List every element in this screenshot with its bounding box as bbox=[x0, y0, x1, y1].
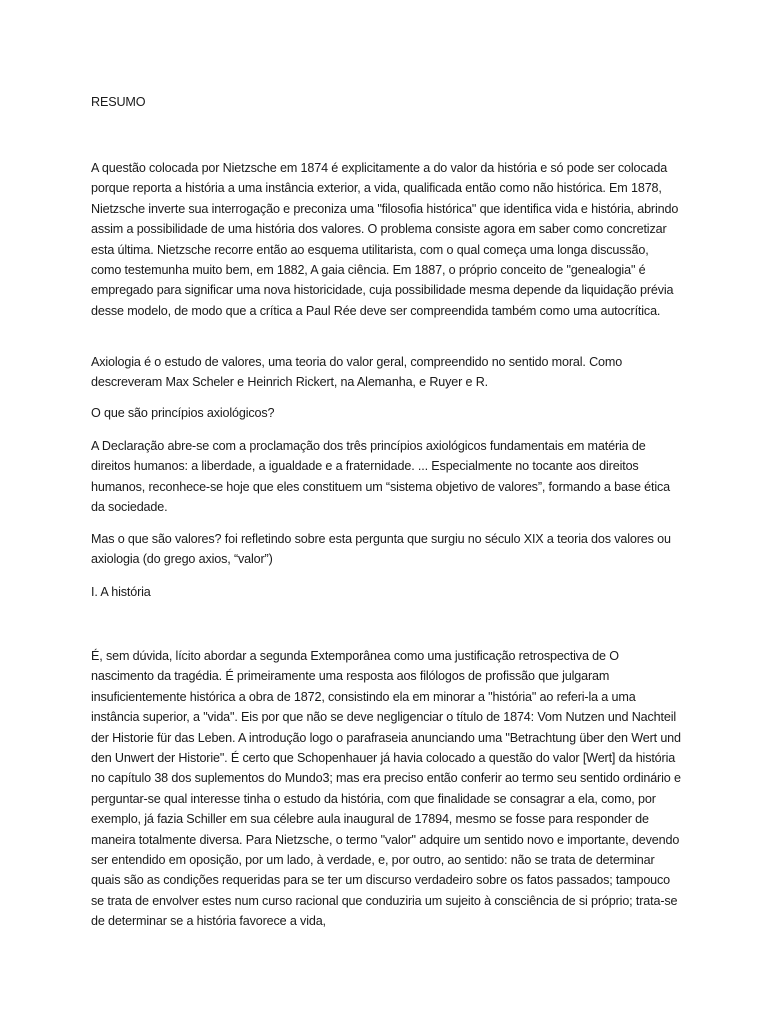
abstract-paragraph: A questão colocada por Nietzsche em 1874 é explicitamente a do valor da história e só pode ser colocada porque reporta a história a uma instância exterior, a vida, qualificada então como não histórica. Em 1878, Nietzsche inverte sua interrogação e preconiza uma "filosofia histórica" que identifica vida e história, abrindo assim a possibilidade de uma história dos valores. O problema consiste agora em saber como concretizar esta última. Nietzsche recorre então ao esquema utilitarista, com o qual começa uma longa discussão, como testemunha muito bem, em 1882, A gaia ciência. Em 1887, o próprio conceito de "genealogia" é empregado para significar uma nova historicidade, cuja possibilidade mesma depende da liquidação prévia desse modelo, de modo que a crítica a Paul Rée deve ser compreendida também como uma autocrítica. bbox=[91, 161, 679, 318]
declaration-paragraph: A Declaração abre-se com a proclamação dos três princípios axiológicos fundamentais em matéria de direitos humanos: a liberdade, a igualdade e a fraternidade. ... Especialmente no tocante aos direitos humanos, reconhece-se hoje que eles constituem um “sistema objetivo de valores”, formando a base ética da sociedade. bbox=[91, 439, 671, 515]
values-question-paragraph: Mas o que são valores? foi refletindo sobre esta pergunta que surgiu no século XIX a teoria dos valores ou axiologia (do grego axios, “valor”) bbox=[91, 532, 671, 567]
document-title: RESUMO bbox=[91, 95, 146, 109]
section-heading: I. A história bbox=[91, 585, 151, 599]
axiology-paragraph: Axiologia é o estudo de valores, uma teoria do valor geral, compreendido no sentido moral. Como descreveram Max Scheler e Heinrich Rickert, na Alemanha, e Ruyer e R. bbox=[91, 355, 623, 390]
question-paragraph: O que são princípios axiológicos? bbox=[91, 406, 275, 420]
section-body-paragraph: É, sem dúvida, lícito abordar a segunda Extemporânea como uma justificação retrospectiva de O nascimento da tragédia. É primeiramente uma resposta aos filólogos de profissão que julgaram insuficientemente histórica a obra de 1872, consistindo ela em minorar a "história" ao referi-la a uma instância superior, a "vida". Eis por que não se deve negligenciar o título de 1874: Vom Nutzen und Nachteil der Historie für das Leben. A introdução logo o parafraseia anunciando uma "Betrachtung über den Wert und den Unwert der Historie". É certo que Schopenhauer já havia colocado a questão do valor [Wert] da história no capítulo 38 dos suplementos do Mundo3; mas era preciso então conferir ao termo seu sentido ordinário e perguntar-se qual interesse tinha o estudo da história, com que finalidade se consagrar a ela, como, por exemplo, já fazia Schiller em sua célebre aula inaugural de 17894, mesmo se fosse para responder de maneira totalmente diversa. Para Nietzsche, o termo "valor" adquire um sentido novo e importante, devendo ser entendido em oposição, por um lado, à verdade, e, por outro, ao sentido: não se trata de determinar quais são as condições requeridas para se ter um discurso verdadeiro sobre os fatos passados; tampouco se trata de envolver estes num curso racional que conduziria um sujeito à consciência de si próprio; trata-se de determinar se a história favorece a vida, bbox=[91, 649, 681, 929]
